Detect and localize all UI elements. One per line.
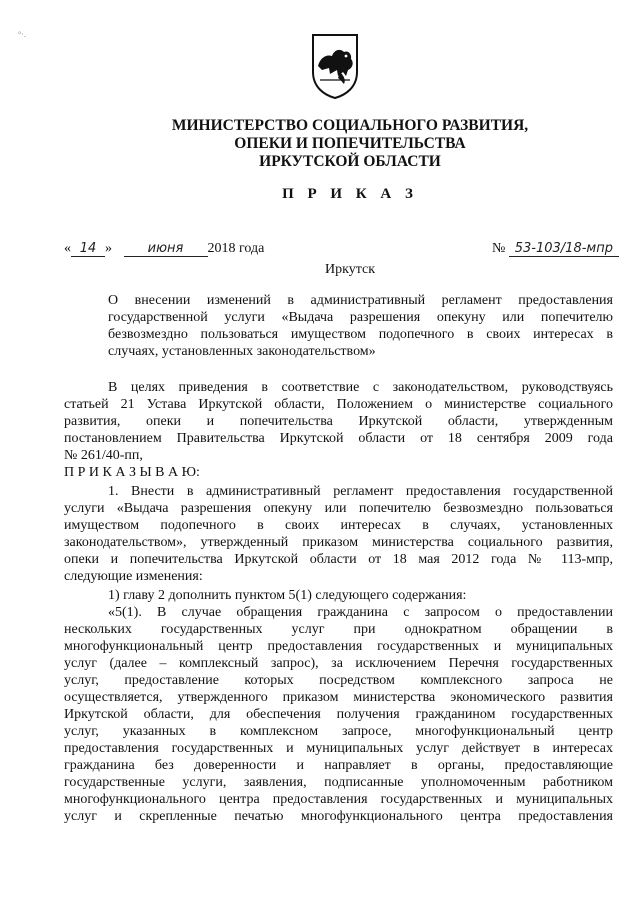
ministry-name-line-3: ИРКУТСКОЙ ОБЛАСТИ [259, 153, 441, 170]
date-year: 2018 года [207, 241, 265, 256]
body-line: услуги «Выдача разрешения опекуну или попечителю безвозмездно пользоваться [64, 501, 613, 516]
date-open-quote: « [64, 241, 71, 256]
body-line: постановлением Правительства Иркутской области от 18 сентября 2009 года [64, 431, 613, 446]
body-line: следующие изменения: [64, 569, 203, 584]
body-line: услуг, указанных в комплексном запросе, многофункциональный центр [64, 724, 613, 739]
body-line: опеки и попечительства Иркутской области от 18 мая 2012 года № 113-мпр, [64, 552, 613, 567]
body-line: развития, опеки и попечительства Иркутской области, утвержденным [64, 414, 613, 429]
body-line: статьей 21 Устава Иркутской области, Положением о министерстве социального [64, 397, 613, 412]
title-line: О внесении изменений в административный регламент предоставления [108, 293, 613, 308]
body-line: услуг (далее – комплексный запрос), за исключением Перечня государственных [64, 656, 613, 671]
body-line: Иркутской области, для обеспечения получения гражданином государственных [64, 707, 613, 722]
ministry-name-line-2: ОПЕКИ И ПОПЕЧИТЕЛЬСТВА [234, 135, 466, 152]
body-line: услуг и скрепленные печатью многофункционального центра предоставления [64, 809, 613, 824]
body-line: услуг, предоставление которых посредством комплексного запроса не [64, 673, 613, 688]
body-line: 1. Внести в административный регламент предоставления государственной [108, 484, 613, 499]
scan-corner-mark: °·. [18, 30, 26, 39]
body-line: 1) главу 2 дополнить пунктом 5(1) следующего содержания: [108, 588, 467, 603]
body-line: законодательством», утвержденный приказом министерства социального развития, [64, 535, 613, 550]
order-date [64, 241, 264, 257]
body-line: многофункционального центра предоставления государственных и муниципальных [64, 792, 613, 807]
body-line: осуществляется, утвержденного приказом министерства экономического развития [64, 690, 613, 705]
date-month: июня [124, 241, 208, 257]
body-line: «5(1). В случае обращения гражданина с запросом о предоставлении [108, 605, 613, 620]
body-line: В целях приведения в соответствие с законодательством, руководствуясь [108, 380, 613, 395]
number-value: 53-103/18-мпр [509, 241, 619, 257]
title-line: безвозмездно пользоваться имуществом подопечного в своих интересах в [108, 327, 613, 342]
city-name: Иркутск [324, 262, 376, 277]
order-directive: П Р И К А З Ы В А Ю: [64, 465, 200, 480]
date-day: 14 [71, 241, 105, 257]
body-line: предоставления государственных и муниципальных услуг действует в интересах [64, 741, 613, 756]
title-line: случаях, установленных законодательством» [108, 344, 376, 359]
body-line: гражданина без доверенности и направляет в органы, предоставляющие [64, 758, 613, 773]
document-type-title: П Р И К А З [282, 186, 418, 202]
date-close-quote: » [105, 241, 112, 256]
body-line: многофункциональный центр предоставления государственных и муниципальных [64, 639, 613, 654]
body-line: имуществом подопечного в своих интересах в случаях, установленных [64, 518, 613, 533]
title-line: государственной услуги «Выдача разрешения опекуну или попечителю [108, 310, 613, 325]
coat-of-arms-icon [310, 32, 360, 100]
ministry-name-line-1: МИНИСТЕРСТВО СОЦИАЛЬНОГО РАЗВИТИЯ, [171, 117, 529, 134]
body-line: № 261/40-пп, [64, 448, 143, 463]
body-line: нескольких государственных услуг при однократном обращении в [64, 622, 613, 637]
order-number [492, 241, 619, 257]
number-prefix: № [492, 241, 506, 256]
body-line: государственные услуги, заявления, подписанные уполномоченным работником [64, 775, 613, 790]
